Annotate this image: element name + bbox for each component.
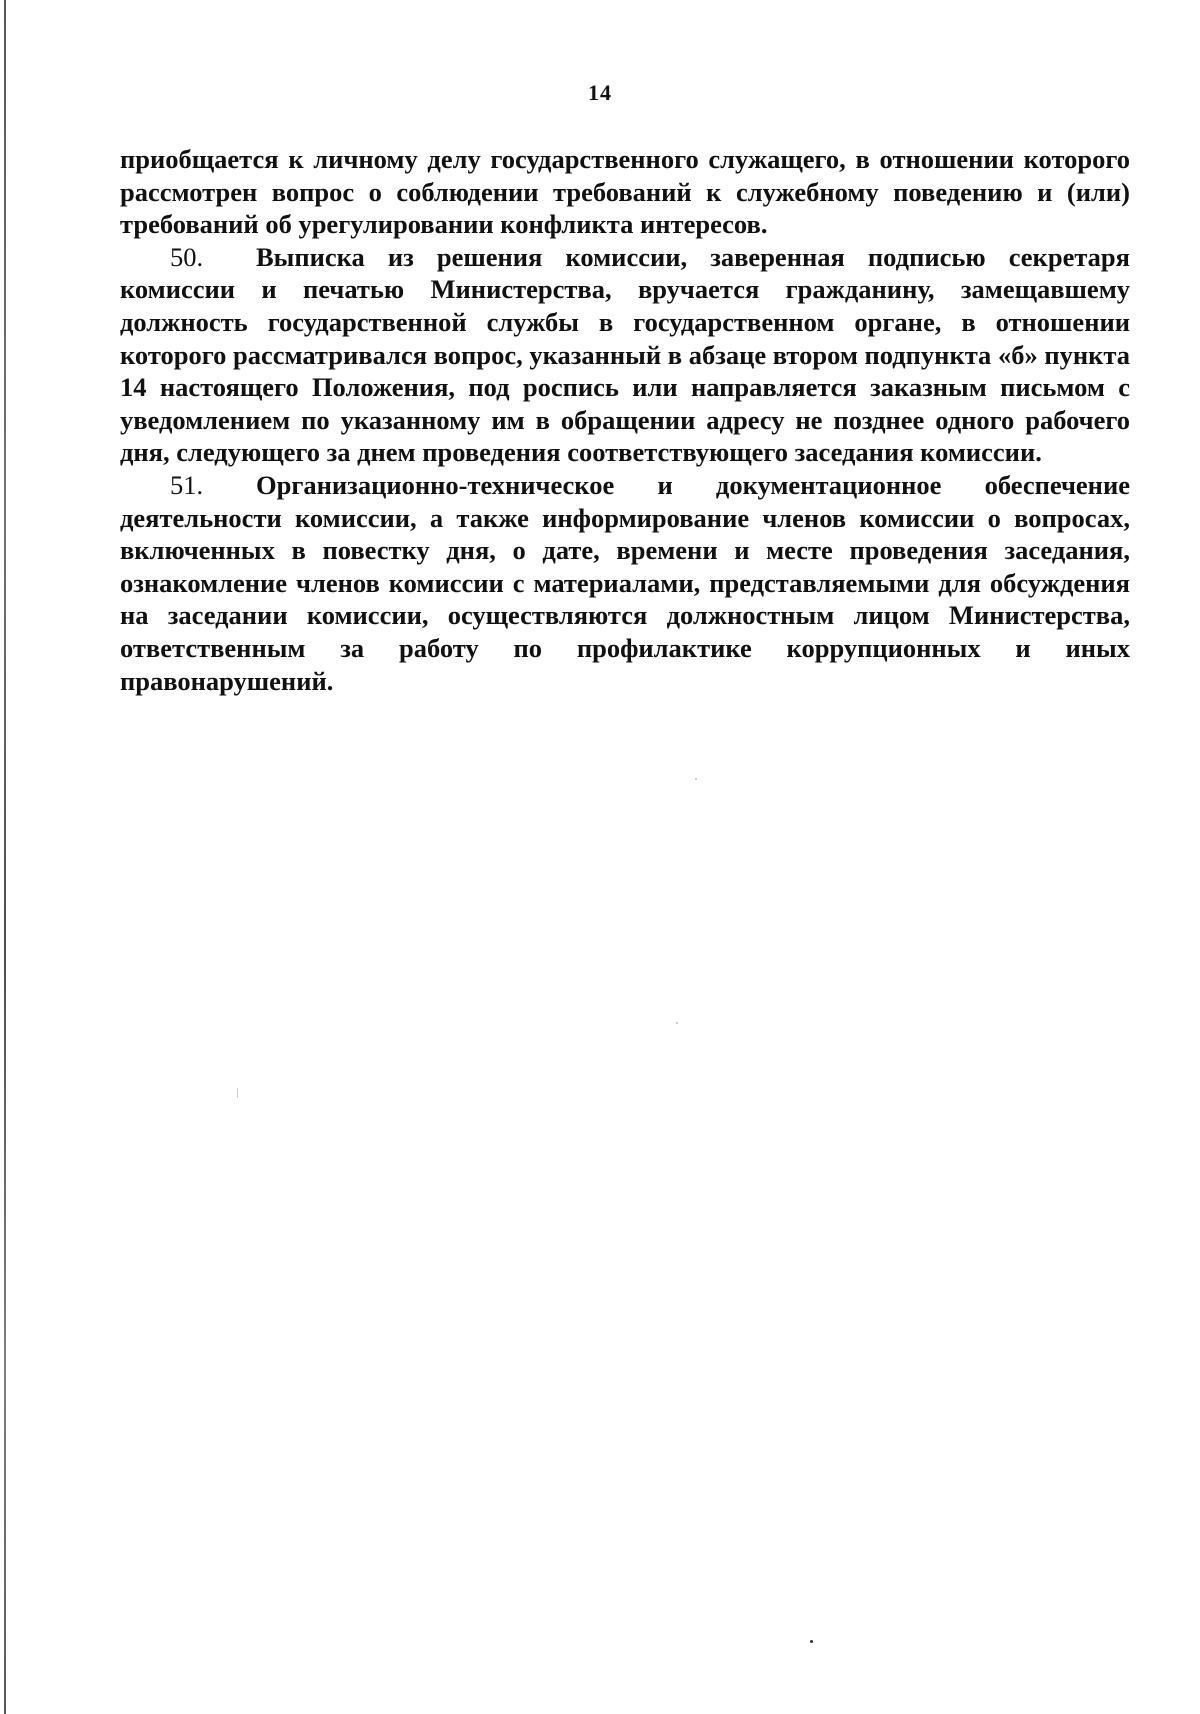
paragraph-51 [120,469,1130,697]
scan-speck [676,1022,678,1024]
paragraph-50 [120,241,1130,469]
page-number: 14 [588,80,612,105]
paragraph-number: 51. [170,469,204,500]
scan-speck [695,778,697,780]
paragraph-text: приобщается к личному делу государственного служащего, в отношении которого рассмотрен вопрос о соблюдении требований к служебному поведению и (или) требований об урегулировании конфликта интересов. [120,144,1130,240]
paragraph-text: Организационно-техническое и документационное обеспечение деятельности комиссии, а также информирование членов комиссии о вопросах, включенных в повестку дня, о дате, времени и месте проведения заседания, ознакомление членов комиссии с материалами, представляемыми для обсуждения на заседании комиссии, осуществляются должностным лицом Министерства, ответственным за работу по профилактике коррупционных и иных правонарушений. [120,469,1130,696]
scan-speck [237,1088,238,1098]
document-body [120,143,1130,697]
paragraph-text: Выписка из решения комиссии, заверенная подписью секретаря комиссии и печатью Министерства, вручается гражданину, замещавшему должность государственной службы в государственном органе, в отношении которого рассматривался вопрос, указанный в абзаце втором подпункта «б» пункта 14 настоящего Положения, под роспись или направляется заказным письмом с уведомлением по указанному им в обращении адресу не позднее одного рабочего дня, следующего за днем проведения соответствующего заседания комиссии. [120,241,1130,468]
paragraph-continuation [120,143,1130,241]
paragraph-number: 50. [170,241,204,272]
scan-speck [810,1640,813,1643]
scan-edge-line [4,0,6,1714]
